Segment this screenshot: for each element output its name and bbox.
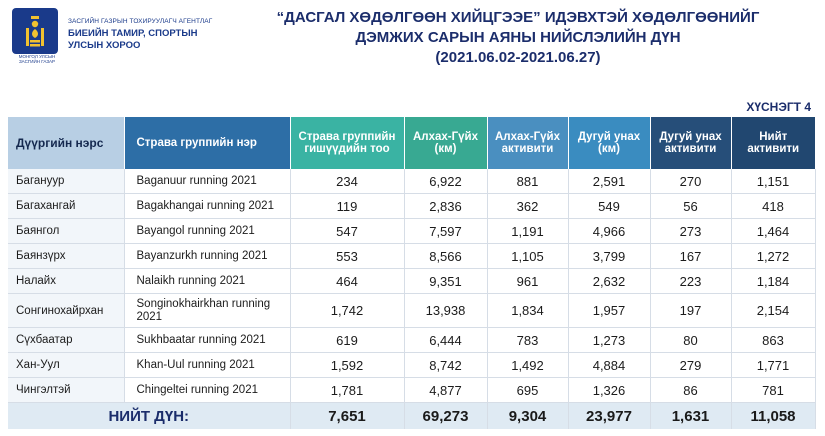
header-logo [12, 8, 222, 64]
total-row [8, 403, 815, 430]
cell-district: Сүхбаатар [8, 328, 124, 353]
cell-group: Songinokhairkhan running 2021 [124, 294, 290, 328]
total-activity: 11,058 [731, 403, 815, 430]
cell-walk-activity: 362 [487, 194, 568, 219]
cell-members: 464 [290, 269, 404, 294]
cell-bike-activity: 197 [650, 294, 731, 328]
cell-total: 1,771 [731, 353, 815, 378]
cell-total: 2,154 [731, 294, 815, 328]
cell-bike-km: 1,957 [568, 294, 650, 328]
cell-walk-activity: 695 [487, 378, 568, 403]
total-walk-activity: 9,304 [487, 403, 568, 430]
header-members: Страва группийн гишүүдийн тоо [290, 117, 404, 169]
cell-total: 1,151 [731, 169, 815, 194]
cell-members: 619 [290, 328, 404, 353]
table-row [8, 244, 815, 269]
cell-district: Багахангай [8, 194, 124, 219]
cell-bike-km: 549 [568, 194, 650, 219]
cell-walk-activity: 881 [487, 169, 568, 194]
cell-bike-activity: 80 [650, 328, 731, 353]
cell-walk-km: 4,877 [404, 378, 487, 403]
cell-group: Nalaikh running 2021 [124, 269, 290, 294]
cell-group: Chingeltei running 2021 [124, 378, 290, 403]
cell-walk-km: 2,836 [404, 194, 487, 219]
cell-district: Баянзүрх [8, 244, 124, 269]
agency-subtitle: ЗАСГИЙН ГАЗРЫН ТОХИРУУЛАГЧ АГЕНТЛАГ [68, 18, 213, 25]
cell-district: Налайх [8, 269, 124, 294]
cell-group: Bayanzurkh running 2021 [124, 244, 290, 269]
title-line2: ДЭМЖИХ САРЫН АЯНЫ НИЙСЛЭЛИЙН ДҮН [355, 29, 681, 46]
total-members: 7,651 [290, 403, 404, 430]
emblem-caption: МОНГОЛ УЛСЫН ЗАСГИЙН ГАЗАР [18, 54, 56, 64]
cell-walk-km: 6,922 [404, 169, 487, 194]
table-row [8, 378, 815, 403]
header-group-name: Страва группийн нэр [124, 117, 290, 169]
cell-members: 1,781 [290, 378, 404, 403]
cell-walk-activity: 783 [487, 328, 568, 353]
cell-walk-activity: 1,191 [487, 219, 568, 244]
cell-bike-km: 2,591 [568, 169, 650, 194]
cell-bike-activity: 86 [650, 378, 731, 403]
table-row [8, 194, 815, 219]
table-row [8, 169, 815, 194]
cell-walk-km: 13,938 [404, 294, 487, 328]
header-bike-km: Дугуй унах (км) [568, 117, 650, 169]
cell-bike-km: 4,966 [568, 219, 650, 244]
cell-bike-activity: 270 [650, 169, 731, 194]
total-bike-km: 23,977 [568, 403, 650, 430]
header-district: Дүүргийн нэрс [8, 117, 124, 169]
cell-total: 863 [731, 328, 815, 353]
cell-members: 553 [290, 244, 404, 269]
header-total-activity: Нийт активити [731, 117, 815, 169]
cell-bike-km: 4,884 [568, 353, 650, 378]
cell-bike-activity: 56 [650, 194, 731, 219]
cell-total: 1,272 [731, 244, 815, 269]
org-name-line2: УЛСЫН ХОРОО [68, 40, 141, 51]
cell-bike-km: 2,632 [568, 269, 650, 294]
cell-bike-activity: 167 [650, 244, 731, 269]
cell-walk-activity: 1,105 [487, 244, 568, 269]
cell-walk-km: 7,597 [404, 219, 487, 244]
header-bike-activity: Дугуй унах активити [650, 117, 731, 169]
title-date-range: (2021.06.02-2021.06.27) [435, 49, 601, 66]
cell-district: Хан-Уул [8, 353, 124, 378]
table-header-row [8, 117, 815, 169]
cell-group: Baganuur running 2021 [124, 169, 290, 194]
cell-bike-km: 1,326 [568, 378, 650, 403]
title-line1: “ДАСГАЛ ХӨДӨЛГӨӨН ХИЙЦГЭЭЕ” ИДЭВХТЭЙ ХӨДӨЛГӨӨНИЙГ [276, 9, 760, 26]
results-table [8, 117, 816, 429]
cell-members: 547 [290, 219, 404, 244]
cell-walk-activity: 1,492 [487, 353, 568, 378]
total-label: НИЙТ ДҮН: [8, 403, 290, 430]
cell-group: Bagakhangai running 2021 [124, 194, 290, 219]
cell-members: 119 [290, 194, 404, 219]
cell-district: Баянгол [8, 219, 124, 244]
table-row [8, 269, 815, 294]
total-walk-km: 69,273 [404, 403, 487, 430]
cell-members: 1,742 [290, 294, 404, 328]
cell-walk-activity: 961 [487, 269, 568, 294]
cell-bike-activity: 273 [650, 219, 731, 244]
cell-bike-km: 1,273 [568, 328, 650, 353]
cell-group: Bayangol running 2021 [124, 219, 290, 244]
header-walk-km: Алхах-Гүйх (км) [404, 117, 487, 169]
cell-district: Чингэлтэй [8, 378, 124, 403]
cell-walk-km: 8,566 [404, 244, 487, 269]
table-number: ХҮСНЭГТ 4 [746, 100, 811, 114]
header-walk-activity: Алхах-Гүйх активити [487, 117, 568, 169]
cell-total: 1,464 [731, 219, 815, 244]
org-name-line1: БИЕИЙН ТАМИР, СПОРТЫН [68, 28, 198, 39]
cell-members: 1,592 [290, 353, 404, 378]
cell-district: Багануур [8, 169, 124, 194]
cell-bike-activity: 279 [650, 353, 731, 378]
cell-walk-km: 6,444 [404, 328, 487, 353]
cell-total: 781 [731, 378, 815, 403]
cell-members: 234 [290, 169, 404, 194]
cell-walk-km: 9,351 [404, 269, 487, 294]
page-title [238, 8, 798, 68]
table-row [8, 353, 815, 378]
cell-total: 418 [731, 194, 815, 219]
cell-group: Khan-Uul running 2021 [124, 353, 290, 378]
cell-walk-activity: 1,834 [487, 294, 568, 328]
cell-bike-km: 3,799 [568, 244, 650, 269]
table-row [8, 219, 815, 244]
cell-total: 1,184 [731, 269, 815, 294]
soyombo-emblem-icon [12, 8, 58, 54]
cell-group: Sukhbaatar running 2021 [124, 328, 290, 353]
cell-bike-activity: 223 [650, 269, 731, 294]
total-bike-activity: 1,631 [650, 403, 731, 430]
cell-district: Сонгинохайрхан [8, 294, 124, 328]
table-row [8, 328, 815, 353]
table-row [8, 294, 815, 328]
cell-walk-km: 8,742 [404, 353, 487, 378]
